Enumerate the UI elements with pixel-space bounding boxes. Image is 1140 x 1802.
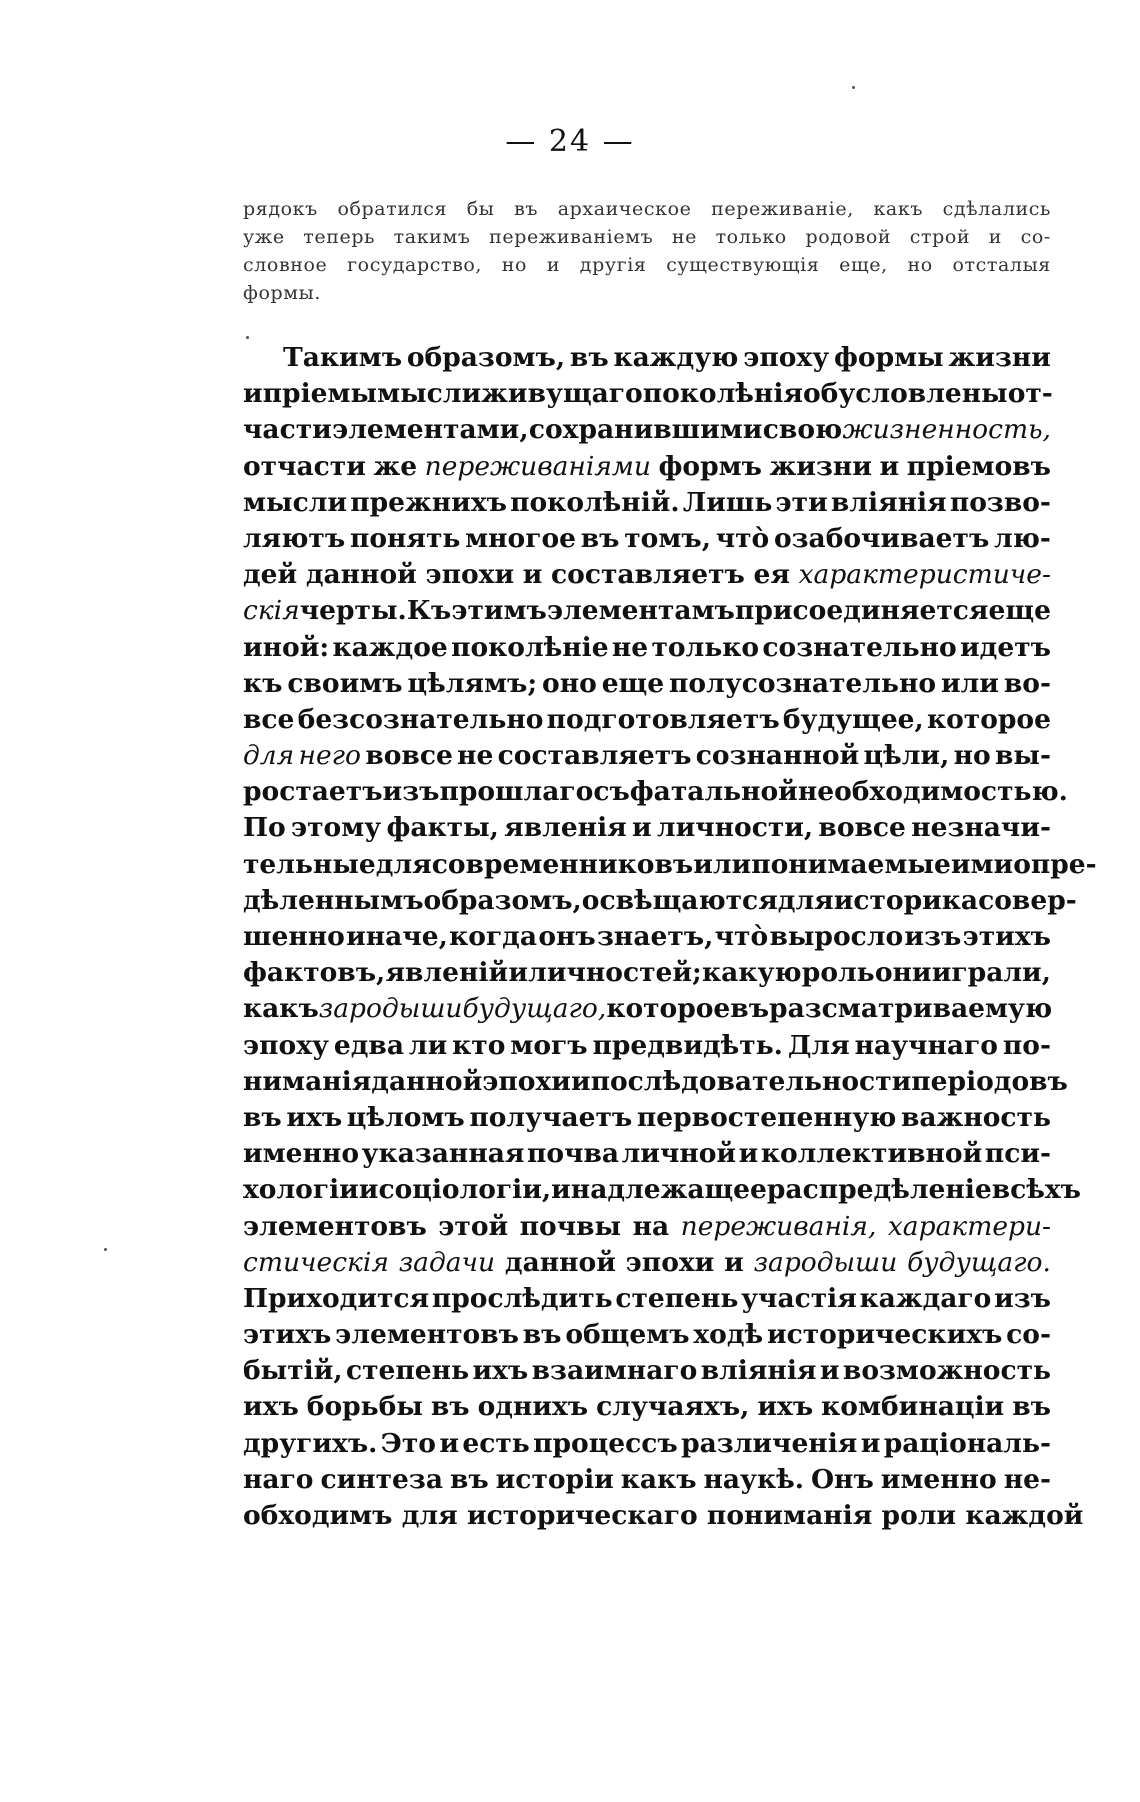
text-line: скія черты. Къ этимъ элементамъ присоединяется еще: [243, 595, 1051, 627]
text-line: стическія задачи данной эпохи и зародыши будущаго.: [243, 1246, 1051, 1278]
page-number: — 24 —: [505, 124, 635, 159]
text-line: элементовъ этой почвы на переживанія, характери-: [243, 1210, 1051, 1242]
ink-speck: [246, 336, 249, 339]
text-line: все безсознательно подготовляетъ будущее, которое: [243, 703, 1051, 735]
text-line: Приходится прослѣдить степень участія каждаго изъ: [243, 1282, 1051, 1314]
footnote-text: [243, 195, 1051, 307]
body-text: [243, 340, 1097, 1534]
text-line: тельные для современниковъ или понимаемые ими опре-: [243, 848, 1097, 880]
text-line: бытій, степень ихъ взаимнаго вліянія и возможность: [243, 1355, 1051, 1387]
text-line: фактовъ, явленій и личностей; какую роль они играли,: [243, 957, 1051, 989]
text-line: другихъ. Это и есть процессъ различенія и раціональ-: [243, 1427, 1051, 1459]
text-line: рядокъ обратился бы въ архаическое переживаніе, какъ сдѣлались: [243, 198, 1051, 220]
text-line: для него вовсе не составляетъ сознанной цѣли, но вы-: [243, 740, 1051, 772]
text-line: дѣленнымъ образомъ, освѣщаются для историка совер-: [243, 884, 1077, 916]
text-line: обходимъ для историческаго пониманія роли каждой: [243, 1500, 1084, 1531]
text-line: какъ зародыши будущаго, которое въ разсматриваемую: [243, 993, 1053, 1025]
text-line: къ своимъ цѣлямъ; оно еще полусознательно или во-: [243, 667, 1051, 699]
text-line: части элементами, сохранившими свою жизненность,: [243, 414, 1051, 446]
text-line: мысли прежнихъ поколѣній. Лишь эти вліянія позво-: [243, 486, 1051, 518]
ink-speck: [852, 86, 855, 89]
text-line: дей данной эпохи и составляетъ ея характеристиче-: [243, 559, 1051, 591]
text-line: ростаетъ изъ прошлаго съ фатальной необходимостью.: [243, 776, 1068, 808]
text-line: наго синтеза въ исторіи какъ наукѣ. Онъ именно не-: [243, 1463, 1051, 1495]
text-line: шенно иначе, когда онъ знаетъ, что̀ выросло изъ этихъ: [243, 921, 1051, 952]
text-line: формы.: [243, 282, 322, 304]
text-line: По этому факты, явленія и личности, вовсе незначи-: [243, 812, 1051, 844]
text-line: иной: каждое поколѣніе не только сознательно идетъ: [243, 631, 1051, 663]
ink-speck: [104, 1248, 107, 1251]
text-line: этихъ элементовъ въ общемъ ходѣ историческихъ со-: [243, 1319, 1051, 1351]
text-line: отчасти же переживаніями формъ жизни и пріемовъ: [243, 450, 1051, 482]
text-line: эпоху едва ли кто могъ предвидѣть. Для научнаго по-: [243, 1029, 1051, 1061]
text-line: въ ихъ цѣломъ получаетъ первостепенную важность: [243, 1101, 1051, 1133]
text-line: и пріемы мысли живущаго поколѣнія обусловлены от-: [243, 378, 1053, 410]
text-line: именно указанная почва личной и коллективной пси-: [243, 1138, 1051, 1170]
text-line: Такимъ образомъ, въ каждую эпоху формы жизни: [283, 342, 1051, 373]
text-line: ихъ борьбы въ однихъ случаяхъ, ихъ комбинаціи въ: [243, 1391, 1051, 1423]
text-line: хологіи и соціологіи, и надлежащее распредѣленіе всѣхъ: [243, 1174, 1082, 1206]
text-line: ниманія данной эпохи и послѣдовательности періодовъ: [243, 1065, 1068, 1097]
text-line: уже теперь такимъ переживаніемъ не только родовой строй и со-: [243, 226, 1051, 248]
text-line: словное государство, но и другія существующія еще, но отсталыя: [243, 254, 1051, 276]
text-line: ляютъ понять многое въ томъ, что̀ озабочиваетъ лю-: [243, 522, 1051, 554]
